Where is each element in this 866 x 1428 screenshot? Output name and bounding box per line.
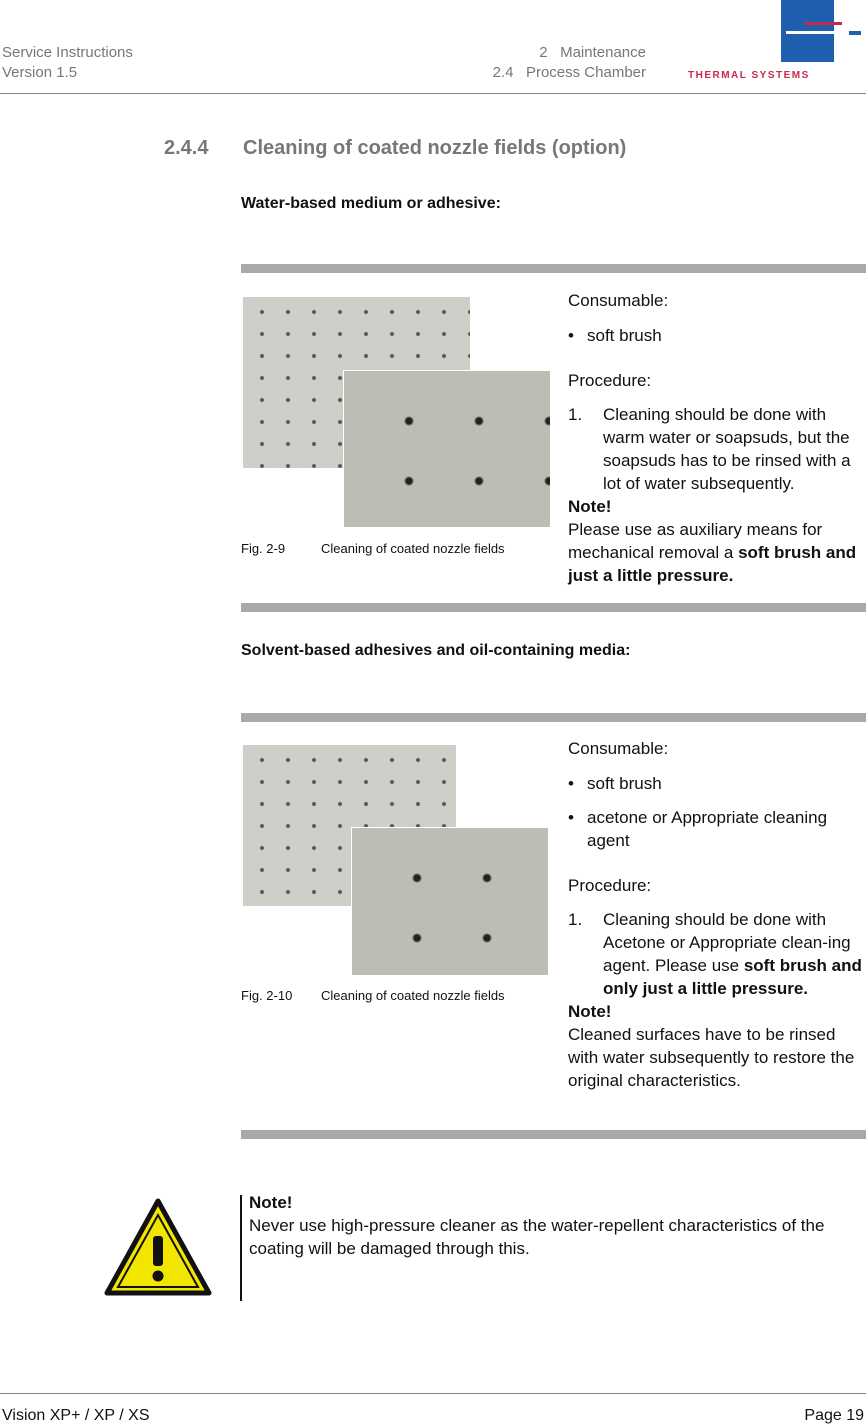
warning-note: [249, 1191, 861, 1260]
consumable-label: Consumable:: [568, 291, 669, 310]
divider-bar: [241, 264, 866, 273]
instructions-column: [568, 737, 866, 1092]
instructions-column: [568, 289, 866, 587]
footer-product: Vision XP+ / XP / XS: [2, 1407, 150, 1424]
chapter-title: Maintenance: [560, 44, 646, 61]
company-logo: [686, 0, 866, 84]
nozzle-field-photo-closeup: [351, 827, 549, 976]
note-text: Please use as auxiliary means for mechanical removal a soft brush and just a little pressure.: [568, 520, 857, 585]
chapter-number: 2: [539, 44, 548, 61]
figure-caption: [241, 541, 505, 556]
header-left: [2, 43, 133, 83]
procedure-step: 1. Cleaning should be done with warm water or soapsuds, but the soapsuds has to be rinsed with a lot of water subsequently.: [568, 405, 851, 493]
section-number: 2.4: [492, 64, 514, 81]
warning-label: Note!: [249, 1193, 293, 1212]
nozzle-field-photo-closeup: [343, 370, 551, 528]
footer-page-number: Page 19: [804, 1407, 864, 1424]
consumable-item: • acetone or Appropriate cleaning agent: [568, 808, 828, 850]
figure-title: Cleaning of coated nozzle fields: [321, 988, 505, 1003]
note-label: Note!: [568, 1002, 612, 1021]
figure-caption: [241, 988, 505, 1003]
section-title: Cleaning of coated nozzle fields (option): [243, 137, 627, 159]
header-divider: [0, 93, 866, 94]
procedure-label: Procedure:: [568, 876, 652, 895]
block-heading: Solvent-based adhesives and oil-containing media:: [241, 642, 631, 659]
note-text: Cleaned surfaces have to be rinsed with water subsequently to restore the original characteristics.: [568, 1025, 855, 1090]
header-center: [440, 43, 646, 83]
section-number-heading: 2.4.4: [164, 137, 209, 159]
divider-bar: [241, 1130, 866, 1139]
divider-bar: [241, 603, 866, 612]
consumable-item: • soft brush: [568, 326, 662, 345]
figure-number: Fig. 2-10: [241, 988, 293, 1003]
doc-version: Version 1.5: [2, 64, 78, 81]
procedure-step: 1. Cleaning should be done with Acetone or Appropriate clean-ing agent. Please use soft brush and only just a little pressure.: [568, 910, 862, 998]
note-sidebar-line: [240, 1195, 242, 1301]
section-name: Process Chamber: [525, 64, 646, 81]
figure-title: Cleaning of coated nozzle fields: [321, 541, 505, 556]
doc-type: Service Instructions: [2, 44, 133, 61]
divider-bar: [241, 713, 866, 722]
warning-text: Never use high-pressure cleaner as the water-repellent characteristics of the coating will be damaged through this.: [249, 1216, 825, 1258]
consumable-label: Consumable:: [568, 739, 669, 758]
note-label: Note!: [568, 497, 612, 516]
logo-tagline: THERMAL SYSTEMS: [688, 70, 810, 81]
consumable-item: • soft brush: [568, 774, 662, 793]
warning-triangle-icon: [104, 1198, 212, 1296]
block-heading: Water-based medium or adhesive:: [241, 195, 501, 212]
procedure-label: Procedure:: [568, 371, 652, 390]
figure-number: Fig. 2-9: [241, 541, 286, 556]
footer-divider: [0, 1393, 866, 1394]
